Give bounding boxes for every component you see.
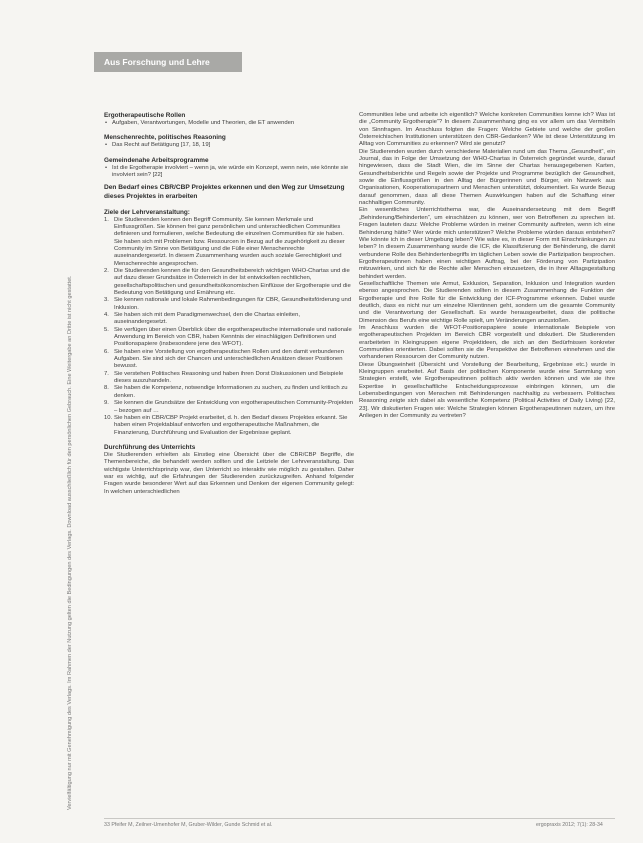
block1-list [104, 120, 354, 127]
paragraph: Im Anschluss wurden die WFOT-Positionspapiere sowie internationale Beispiele von ergotherapeutischen Projekten im Bereich CBR vorgestellt und diskutiert. Die Studierenden erarbeiteten in Kleingruppen eigene Projektideen, die sich an den Bedürfnissen konkreter Communities orientierten. Dabei sollten sie die Perspektive der Betroffenen einnehmen und die vorhandenen Ressourcen der Community nutzen. [359, 324, 615, 361]
goals-title: Ziele der Lehrveranstaltung: [104, 208, 190, 216]
goal-item: 1. Die Studierenden kennen den Begriff Community. Sie kennen Merkmale und Einflussgrößen. Sie können frei ganz persönlichen und unterschiedlichen Communities definieren und formulieren, welche Bedeutung die einzelnen Communities für sie haben. Sie haben sich mit Problemen bzw. Ressourcen in Bezug auf die zugehörigkeit zu dieser Community im Sinne von Betätigung und die Fülle einer Menschenrechte auseinandergesetzt. In diesem Zusammenhang wurden auch soziale Gerechtigkeit und Menschenrechte angesprochen. [104, 216, 345, 267]
left-column [104, 112, 354, 496]
right-column [359, 112, 615, 420]
goal-item: 7. Sie verstehen Politisches Reasoning und haben ihren Dorst Diskussionen und Beispiele dieses auszuhandeln. [104, 370, 344, 385]
goal-item: 8. Sie haben die Kompetenz, notwendige Informationen zu suchen, zu finden und kritisch zu denken. [104, 385, 348, 399]
goal-item: 10. Sie haben ein CBR/CBP Projekt erarbeitet, d. h. den Bedarf dieses Projektes erkannt. Sie haben einen Projektablauf entworfen und ergotherapeutische Maßnahmen, die Finanzierung, Durchführung und Evaluation der Ergebnisse geplant. [104, 414, 348, 436]
block3-title: Gemeindenahe Arbeitsprogramme [104, 156, 209, 164]
paragraph: Diese Übungseinheit (Übersicht und Vorstellung der Bearbeitung, Ergebnisse etc.) wurde in Kleingruppen erarbeitet. Auf Basis der politischen Komponente wurde eine Sammlung von Strategien erstellt, wie Ergotherapeutinnen politisch aktiv werden können und wie sie ihre Expertise in gesellschaftliche Entscheidungsprozesse einbringen können, um die Lebensbedingungen von Menschen mit Behinderungen nachhaltig zu verbessern. Politisches Reasoning zeigte sich dabei als wesentliche Kompetenz (Political Activities of Daily Living) [22, 23]. Wir diskutierten Fragen wie: Welche Strategien können Ergotherapeutinnen nutzen, um ihre Anliegen in der Community zu vertreten? [359, 361, 615, 420]
footer-citation: 33 Pfeifer M, Zeilner-Umenhofer M, Gruber-Wilder, Gunde Schmid et al. [104, 822, 273, 828]
footer-journal: ergopraxis 2012; 7(1): 28-34 [536, 822, 603, 828]
paragraph: Gesellschaftliche Themen wie Armut, Exklusion, Separation, Inklusion und Integration wurden ebenso angesprochen. Die Studierenden sollten in diesem Zusammenhang die Funktion der Ergotherapie und ihre Rolle für die Entwicklung der ICF-Programme erkennen. Dabei wurde deutlich, dass es nicht nur um einzelne Klientinnen geht, sondern um die gesamte Community und die Verantwortung der Gesellschaft. Es wurde herausgearbeitet, dass die politische Dimension des Berufs eine wichtige Rolle spielt, um Veränderungen anzustoßen. [359, 280, 615, 324]
block3-list [104, 165, 354, 180]
goal-item: 3. Sie kennen nationale und lokale Rahmenbedingungen für CBR, Gesundheitsförderung und Inklusion. [104, 297, 352, 311]
main-heading: Den Bedarf eines CBR/CBP Projektes erkennen und den Weg zur Umsetzung dieses Projektes in erarbeiten [104, 184, 345, 200]
goal-item: 6. Sie haben eine Vorstellung von ergotherapeutischen Rollen und den damit verbundenen Aufgaben. Sie sind sich der Chancen und unterschiedlichen Ansätzen dieser Positionen bewusst. [104, 348, 344, 370]
list-item: • Ist die Ergotherapie involviert – wenn ja, wie würde ein Konzept, wenn nein, wie könnte sie involviert sein? [22] [104, 165, 354, 180]
copyright-side-note: Vervielfältigung nur mit Genehmigung des Verlags. Im Rahmen der Nutzung gelten die Bedingungen des Verlags. Download ausschließlich für den persönlichen Gebrauch. Eine Weitergabe an Dritte ist nicht gestattet. [67, 275, 73, 810]
procedure-title: Durchführung des Unterrichts [104, 443, 196, 451]
goal-item: 4. Sie haben sich mit dem Paradigmenwechsel, den die Chartas einleiten, auseinandergesetzt. [104, 312, 300, 326]
paragraph: Die Studierenden wurden durch verschiedene Materialien rund um das Thema „Gesundheit“, ein Journal, das in Folge der Umsetzung der WHO-Chartas in Österreich gegründet wurde, darauf hingewiesen, dass die Stadt Wien, die im Sinne der Chartas herausgegebenen Karten, Gesundheitsberichte und Regeln sowie der Projekte und Programme bezüglich der Gesundheit, sowie die Einflussgrößen in den Alltag der Bürgerinnen und Bürger, ein Netzwerk aus Organisationen, Kooperationspartnern und Menschen unterstützt, dokumentiert. Es wurde Bezug darauf genommen, dass all diese Themen Auswirkungen haben auf die Schaffung einer nachhaltigen Community. [359, 148, 615, 207]
paragraph: Communities lebe und arbeite ich eigentlich? Welche konkreten Communities kenne ich? Was ist die „Community Ergotherapie“? In diesem Zusammenhang ging es vor allem um das Vermitteln von Sinnfragen. Im Anschluss folgten die Fragen: Welche Gebiete und welche der großen Österreichischen Institutionen unterstützen den CBR-Gedanken? Wie ist diese Unterstützung im Alltag von Communities zu erkennen? Wird sie genutzt? [359, 112, 615, 148]
header-band [94, 0, 643, 16]
block2-title: Menschenrechte, politisches Reasoning [104, 134, 226, 142]
goal-item: 9. Sie kennen die Grundsätze der Entwicklung von ergotherapeutischen Community-Projekten – bezogen auf … [104, 400, 354, 414]
goals-list [104, 217, 354, 437]
footer-divider [104, 818, 615, 819]
list-item: • Aufgaben, Verantwortungen, Modelle und Theorien, die ET anwenden [104, 120, 354, 127]
block2-list [104, 142, 354, 149]
procedure-text: Die Studierenden erhielten als Einstieg eine Übersicht über die CBR/CBP Begriffe, die Themenbereiche, die behandelt werden sollten und die Leitziele der Lehrveranstaltung. Das wichtigste Unterrichtsprinzip war, den Unterricht so interaktiv wie möglich zu gestalten. Daher war es wichtig, auf die Erfahrungen der Studierenden zurückzugreifen. Anhand folgender Fragen wurde besonderer Wert auf das Erkennen und Denken der eigenen Community gelegt: In welchen unterschiedlichen [104, 451, 354, 495]
list-item: • Das Recht auf Betätigung [17, 18, 19] [104, 142, 354, 149]
block1-title: Ergotherapeutische Rollen [104, 112, 186, 119]
paragraph: Ein wesentliches Unterrichtsthema war, die Auseinandersetzung mit dem Begriff „Behinderung/Behinderten“, um einschätzen zu können, wer von Betroffenen zu sprechen ist. Fragen lauteten dazu: Welche Probleme würden in meiner Community auftreten, wenn ich eine Behinderung hätte? Wer würde mich unterstützen? Welche Probleme würden daraus entstehen? Wie könnte ich in dieser Umgebung leben? Wie wäre es, in dieser Form mit Einschränkungen zu leben? In diesem Zusammenhang wurde die ICF, die Klassifizierung der Behinderung, die damit verbundene Rolle des Behindertenbegriffs im täglichen Leben sowie die Partizipation besprochen. Ergotherapeutinnen haben einen wichtigen Auftrag, bei der Förderung von Partizipation mitzuwirken, und sich für die Rechte aller Menschen einzusetzen, die in ihrer Alltagsgestaltung behindert werden. [359, 207, 615, 280]
section-label: Aus Forschung und Lehre [94, 52, 242, 72]
goal-item: 2. Die Studierenden kennen die für den Gesundheitsbereich wichtigen WHO-Chartas und die auf dazu dieser Grundsätze in Österreich in der Ist entwickelten rechtlichen, gesellschaftspolitischen und gesundheitsökonomischen Einflüsse der Ergotherapie und die Bedeutung von Betätigung und Ernährung etc. [104, 267, 351, 296]
goal-item: 5. Sie verfügen über einen Überblick über die ergotherapeutische internationale und nationale Anwendung im Bereich von CBR, haben Kenntnis der einschlägigen Definitionen und Positionspapiere (insbesondere jene des WFOT). [104, 326, 352, 348]
